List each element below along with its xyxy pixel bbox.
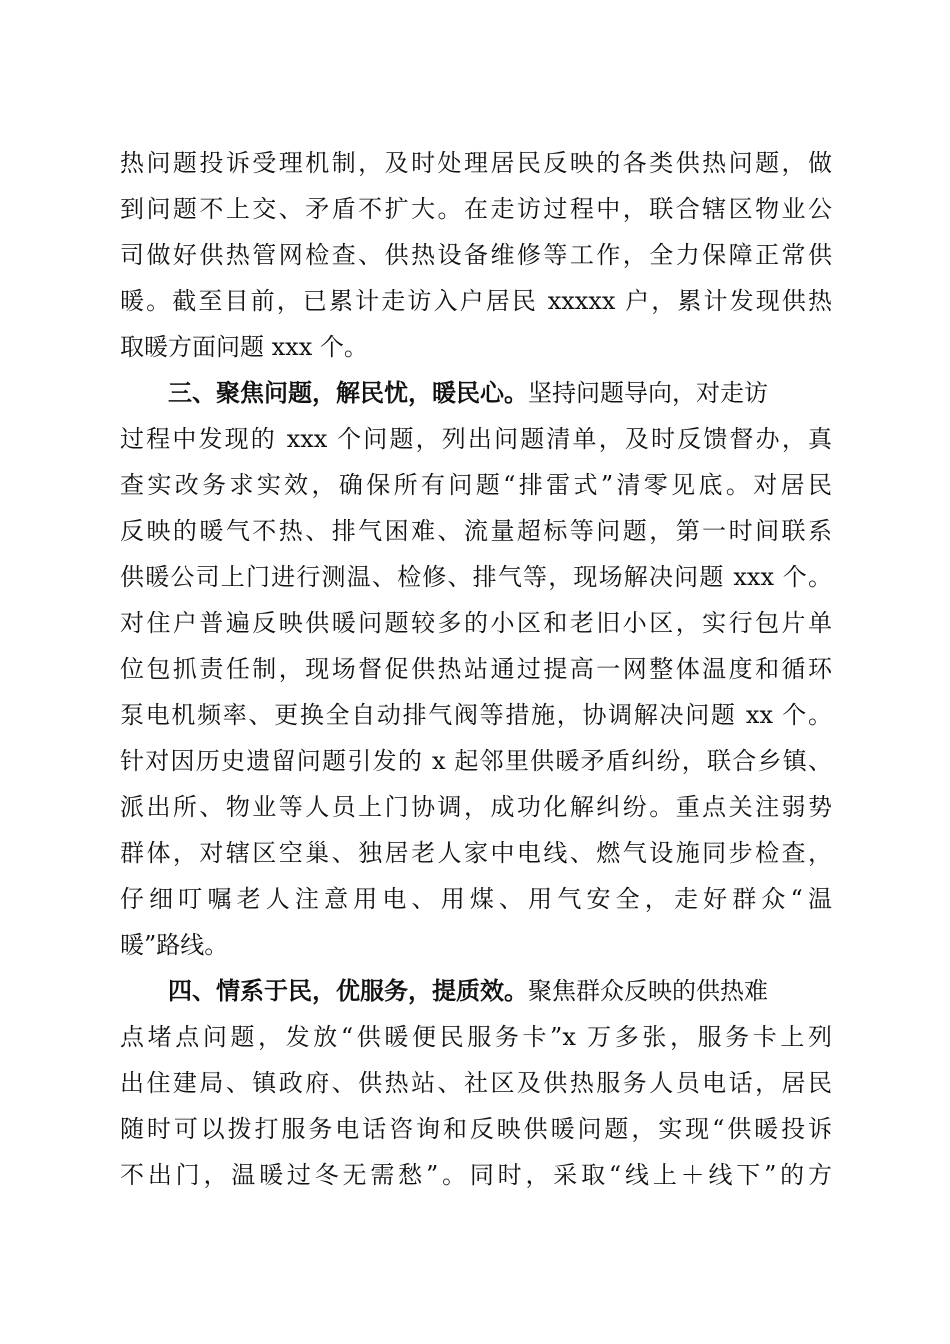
paragraph-section-4	[120, 968, 832, 1198]
body-line: 司做好供热管网检查、供热设备维修等工作，全力保障正常供	[120, 241, 832, 269]
body-line: 过程中发现的 xxx 个问题，列出问题清单，及时反馈督办，真	[120, 425, 832, 453]
body-line: 派出所、物业等人员上门协调，成功化解纠纷。重点关注弱势	[120, 793, 832, 821]
document-body	[120, 140, 832, 1198]
body-line: 仔细叮嘱老人注意用电、用煤、用气安全，走好群众“温	[120, 885, 832, 913]
body-line: 取暖方面问题 xxx 个。	[120, 333, 368, 361]
body-line: 点堵点问题，发放“供暖便民服务卡”x 万多张，服务卡上列	[120, 1023, 832, 1051]
body-line: 针对因历史遗留问题引发的 x 起邻里供暖矛盾纠纷，联合乡镇、	[120, 747, 832, 775]
section-4-heading: 四、情系于民，优服务，提质效。	[168, 976, 528, 1005]
section-3-heading: 三、聚焦问题，解民忧，暖民心。	[168, 378, 528, 407]
body-line: 到问题不上交、矛盾不扩大。在走访过程中，联合辖区物业公	[120, 195, 832, 223]
section-3-first-line-text: 坚持问题导向，对走访	[528, 379, 768, 407]
paragraph-section-3	[120, 370, 832, 968]
section-4-first-line	[120, 968, 832, 1014]
body-line: 随时可以拨打服务电话咨询和反映供暖问题，实现“供暖投诉	[120, 1115, 832, 1143]
body-line: 位包抓责任制，现场督促供热站通过提高一网整体温度和循环	[120, 655, 832, 683]
body-line: 出住建局、镇政府、供热站、社区及供热服务人员电话，居民	[120, 1069, 832, 1097]
section-4-first-line-text: 聚焦群众反映的供热难	[528, 977, 768, 1005]
body-line: 不出门，温暖过冬无需愁”。同时，采取“线上＋线下”的方	[120, 1161, 832, 1189]
section-3-first-line	[120, 370, 832, 416]
body-line: 对住户普遍反映供暖问题较多的小区和老旧小区，实行包片单	[120, 609, 832, 637]
body-line: 暖。截至目前，已累计走访入户居民 xxxxx 户，累计发现供热	[120, 287, 832, 315]
body-line: 供暖公司上门进行测温、检修、排气等，现场解决问题 xxx 个。	[120, 563, 832, 591]
body-line: 泵电机频率、更换全自动排气阀等措施，协调解决问题 xx 个。	[120, 701, 832, 729]
paragraph-section-2-tail	[120, 140, 832, 370]
body-line: 查实改务求实效，确保所有问题“排雷式”清零见底。对居民	[120, 471, 832, 499]
body-line: 反映的暖气不热、排气困难、流量超标等问题，第一时间联系	[120, 517, 832, 545]
body-line: 群体，对辖区空巢、独居老人家中电线、燃气设施同步检查，	[120, 839, 832, 867]
body-line: 暖”路线。	[120, 931, 229, 959]
body-line: 热问题投诉受理机制，及时处理居民反映的各类供热问题，做	[120, 149, 832, 177]
